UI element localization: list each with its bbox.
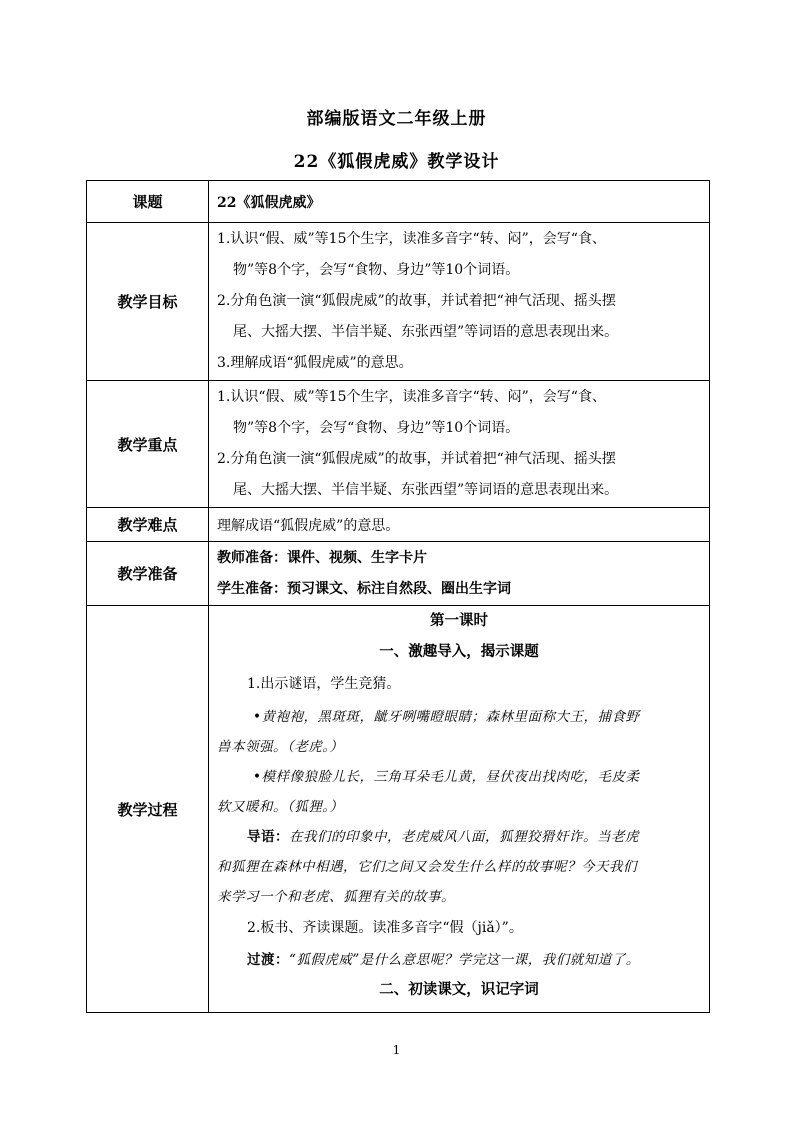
row-label-difficulty: 教学难点	[87, 508, 209, 542]
row-content-preparation	[209, 542, 710, 606]
document-subtitle: 22《狐假虎威》教学设计	[293, 152, 500, 172]
guide-text: 在我们的印象中，老虎威风八面，狐狸狡猾奸诈。当老虎	[289, 829, 639, 845]
step-text: 2.板书、齐读课题。读准多音字“假（jiǎ）”。	[247, 920, 523, 936]
row-content-topic	[209, 181, 710, 223]
row-content-difficulty	[209, 508, 710, 542]
row-label-topic: 课题	[87, 181, 209, 223]
difficulty-value: 理解成语“狐假虎威”的意思。	[217, 517, 400, 534]
table-row-topic	[87, 181, 710, 223]
page-number: 1	[392, 1043, 401, 1057]
row-label-keypoints: 教学重点	[87, 381, 209, 508]
table-row-keypoints	[87, 381, 710, 508]
lesson-heading: 第一课时	[430, 612, 488, 629]
keypoints-line: 尾、大摇大摆、半信半疑、东张西望”等词语的意思表现出来。	[233, 482, 619, 498]
topic-value: 22《狐假虎威》	[217, 194, 321, 211]
riddle-line: •模样像狼脸儿长，三角耳朵毛儿黄，昼伏夜出找肉吃，毛皮柔	[253, 769, 640, 785]
table-row-goals	[87, 223, 710, 381]
transition-label: 过渡：	[247, 952, 289, 968]
lesson-plan-table	[86, 180, 710, 1013]
goals-line: 3.理解成语“狐假虎威”的意思。	[217, 355, 413, 371]
row-content-goals	[209, 223, 710, 381]
table-row-difficulty	[87, 508, 710, 542]
table-row-preparation	[87, 542, 710, 606]
goals-line: 尾、大摇大摆、半信半疑、东张西望”等词语的意思表现出来。	[233, 324, 619, 340]
step-text: 1.出示谜语，学生竞猜。	[247, 676, 401, 692]
transition-paragraph	[217, 945, 701, 975]
goals-line: 1.认识“假、威”等15个生字，读准多音字“转、闷”，会写“食、	[217, 231, 606, 247]
keypoints-line: 2.分角色演一演“狐假虎威”的故事，并试着把“神气活现、摇头摆	[217, 451, 616, 467]
row-label-goals: 教学目标	[87, 223, 209, 381]
section-heading: 一、激趣导入，揭示课题	[379, 643, 539, 660]
guide-line: 来学习一个和老虎、狐狸有关的故事。	[217, 889, 455, 905]
goals-line: 2.分角色演一演“狐假虎威”的故事，并试着把“神气活现、摇头摆	[217, 293, 616, 309]
guide-label: 导语：	[247, 829, 289, 845]
table-row-process	[87, 606, 710, 1013]
guide-line: 和狐狸在森林中相遇，它们之间又会发生什么样的故事呢？今天我们	[217, 859, 637, 875]
row-content-process	[209, 606, 710, 1013]
riddle-line: 软又暖和。（狐狸。）	[217, 799, 344, 815]
keypoints-line: 1.认识“假、威”等15个生字，读准多音字“转、闷”，会写“食、	[217, 389, 606, 405]
section-heading: 二、初读课文，识记字词	[379, 981, 539, 998]
keypoints-line: 物”等8个字，会写“食物、身边”等10个词语。	[233, 420, 520, 436]
row-label-process: 教学过程	[87, 606, 209, 1013]
document-title: 部编版语文二年级上册	[306, 109, 487, 129]
teacher-preparation: 教师准备：课件、视频、生字卡片	[217, 549, 427, 566]
row-content-keypoints	[209, 381, 710, 508]
row-label-preparation: 教学准备	[87, 542, 209, 606]
student-preparation: 学生准备：预习课文、标注自然段、圈出生字词	[217, 580, 511, 597]
transition-text: “狐假虎威”是什么意思呢？学完这一课，我们就知道了。	[289, 952, 640, 968]
riddle-line: 兽本领强。（老虎。）	[217, 739, 344, 755]
guide-paragraph	[217, 822, 701, 852]
goals-line: 物”等8个字，会写“食物、身边”等10个词语。	[233, 262, 520, 278]
riddle-line: •黄袍袍，黑斑斑，龇牙咧嘴瞪眼睛；森林里面称大王，捕食野	[253, 709, 640, 725]
